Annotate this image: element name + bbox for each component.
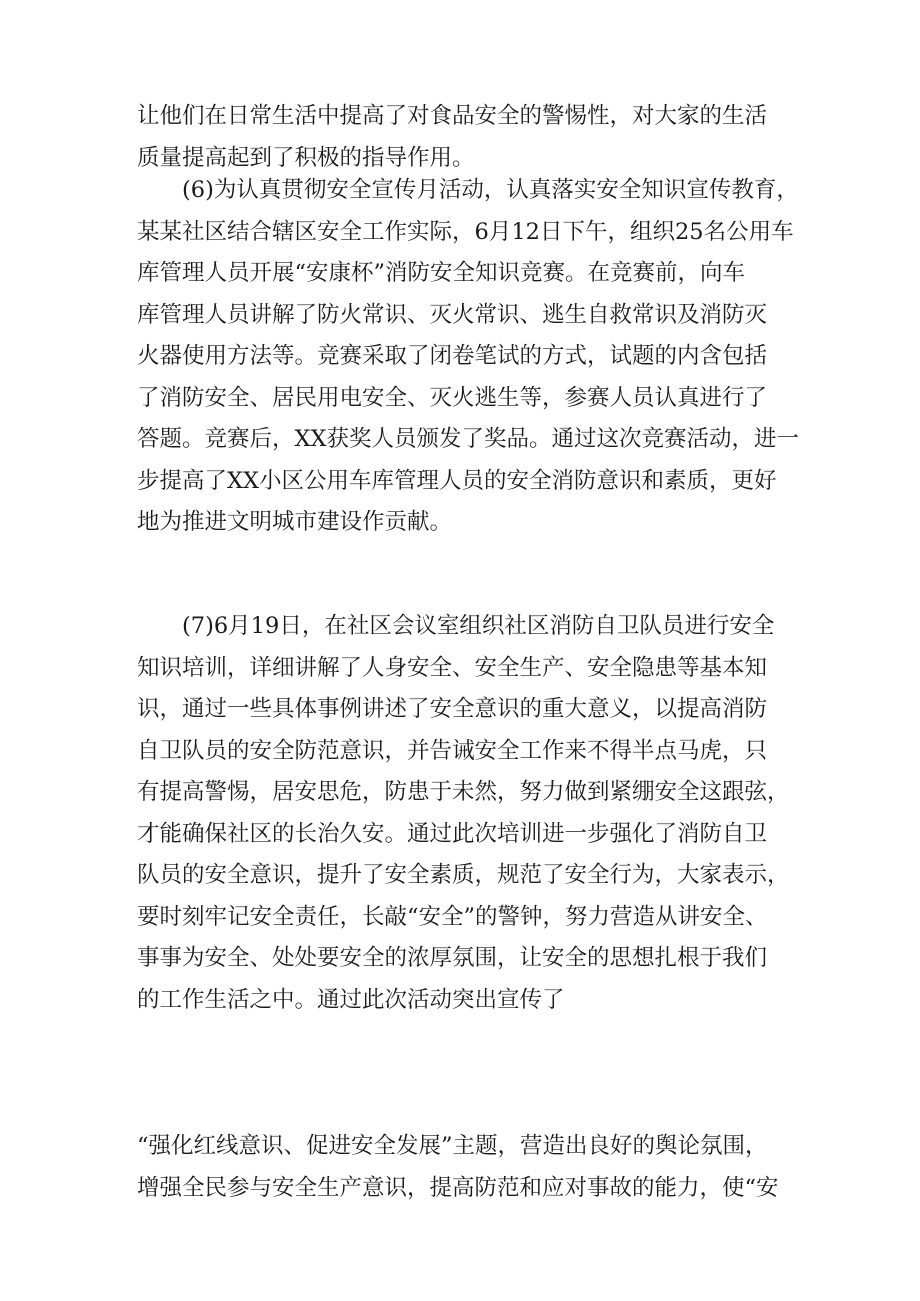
paragraph-continuation: [137, 96, 817, 179]
paragraph-6: [137, 170, 817, 544]
text-line: 火器使用方法等。竞赛采取了闭卷笔试的方式，试题的内含包括: [137, 343, 768, 369]
text-line: 库管理人员开展“安康杯”消防安全知识竞赛。在竞赛前，向车: [137, 260, 746, 286]
paragraph-7: [137, 606, 817, 1021]
text-line: (7)6月19日，在社区会议室组织社区消防自卫队员进行安全: [137, 613, 775, 639]
text-line: 识，通过一些具体事例讲述了安全意识的重大意义，以提高消防: [137, 696, 768, 722]
text-line: (6)为认真贯彻安全宣传月活动，认真落实安全知识宣传教育，: [137, 177, 799, 203]
text-line: 某某社区结合辖区安全工作实际，6月12日下午，组织25名公用车: [137, 218, 794, 245]
text-line: 才能确保社区的长治久安。通过此次培训进一步强化了消防自卫: [137, 820, 768, 847]
text-line: 地为推进文明城市建设作贡献。: [137, 509, 453, 535]
text-line: 步提高了XX小区公用车库管理人员的安全消防意识和素质，更好: [137, 467, 777, 494]
text-line: 有提高警惕，居安思危，防患于未然，努力做到紧绷安全这跟弦，: [137, 779, 790, 805]
text-line: 自卫队员的安全防范意识，并告诫安全工作来不得半点马虎，只: [137, 737, 768, 764]
paragraph-tail: [137, 1126, 817, 1209]
text-line: 质量提高起到了积极的指导作用。: [137, 144, 475, 171]
text-line: 知识培训，详细讲解了人身安全、安全生产、安全隐患等基本知: [137, 654, 768, 681]
text-line: 增强全民参与安全生产意识，提高防范和应对事故的能力，使“安: [137, 1174, 779, 1201]
text-line: “强化红线意识、促进安全发展”主题，营造出良好的舆论氛围，: [137, 1133, 768, 1159]
text-line: 的工作生活之中。通过此次活动突出宣传了: [137, 986, 565, 1013]
text-line: 事事为安全、处处要安全的浓厚氛围，让安全的思想扎根于我们: [137, 945, 768, 971]
text-line: 队员的安全意识，提升了安全素质，规范了安全行为，大家表示，: [137, 862, 790, 888]
text-line: 库管理人员讲解了防火常识、灭火常识、逃生自救常识及消防灭: [137, 301, 768, 328]
text-line: 要时刻牢记安全责任，长敲“安全”的警钟，努力营造从讲安全、: [137, 903, 768, 930]
text-line: 了消防安全、居民用电安全、灭火逃生等，参赛人员认真进行了: [137, 384, 768, 411]
text-line: 让他们在日常生活中提高了对食品安全的警惕性，对大家的生活: [137, 103, 768, 129]
text-line: 答题。竞赛后，XX获奖人员颁发了奖品。通过这次竞赛活动，进一: [137, 426, 800, 452]
